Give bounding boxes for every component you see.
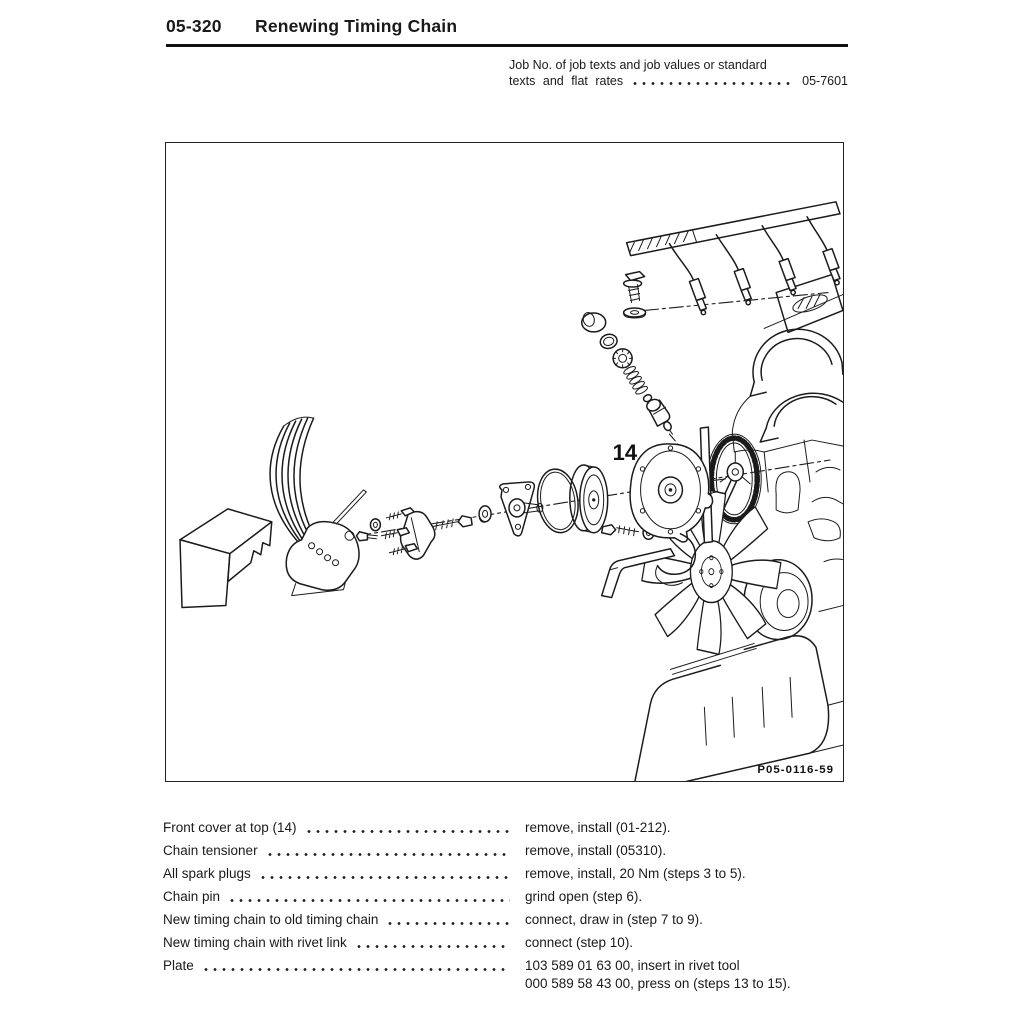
procedure-item: Chain pin: [163, 889, 221, 904]
gasket-ring: [534, 467, 582, 536]
part-label-14: 14: [612, 440, 638, 466]
procedure-action: grind open (step 6).: [525, 889, 643, 904]
figure-frame: [165, 142, 844, 782]
procedure-action: remove, install, 20 Nm (steps 3 to 5).: [525, 866, 746, 881]
flange-plate: [500, 482, 543, 536]
mounting-bracket: [381, 508, 434, 559]
procedure-row: [163, 865, 849, 883]
procedure-row: [163, 819, 849, 837]
distributor-plate: [286, 490, 377, 596]
job-reference-label: texts and flat rates: [509, 74, 624, 88]
leader-dots: [204, 967, 510, 972]
small-washer: [370, 519, 380, 531]
leader-dots: [633, 81, 794, 86]
header-rule: [166, 44, 848, 47]
pulley: [570, 465, 608, 533]
procedure-action: connect, draw in (step 7 to 9).: [525, 912, 703, 927]
procedure-row: [163, 957, 849, 993]
leader-dots: [357, 944, 510, 949]
job-reference-line1: Job No. of job texts and job values or standard: [509, 58, 767, 72]
engine-exploded-diagram: [166, 143, 843, 781]
job-reference-line2: [509, 73, 848, 89]
procedure-action: connect (step 10).: [525, 935, 634, 950]
procedure-action-line2: 000 589 58 43 00, press on (steps 13 to 15).: [525, 976, 791, 991]
washer: [479, 506, 491, 522]
cable-duct: [627, 202, 840, 256]
cover-box: [180, 509, 272, 608]
procedures-table: [163, 819, 849, 998]
figure-code: P05-0116-59: [757, 764, 834, 777]
chain-tensioner-parts: [582, 272, 702, 472]
page-title: Renewing Timing Chain: [255, 16, 458, 36]
section-number: 05-320: [166, 16, 222, 36]
procedure-action: remove, install (05310).: [525, 843, 667, 858]
leader-dots: [230, 898, 510, 903]
procedure-item: New timing chain with rivet link: [163, 935, 347, 950]
procedure-row: [163, 888, 849, 906]
procedure-item: New timing chain to old timing chain: [163, 912, 379, 927]
procedure-action: [525, 957, 791, 993]
procedure-item: All spark plugs: [163, 866, 251, 881]
procedure-row: [163, 911, 849, 929]
leader-dots: [307, 829, 510, 834]
page-header: [166, 16, 848, 37]
procedure-action-line1: 103 589 01 63 00, insert in rivet tool: [525, 958, 740, 973]
leader-dots: [261, 875, 510, 880]
job-number-value: 05-7601: [802, 74, 848, 88]
leader-dots: [388, 921, 510, 926]
procedure-row: [163, 934, 849, 952]
procedure-item: Chain tensioner: [163, 843, 258, 858]
leader-dots: [268, 852, 510, 857]
procedure-item: Front cover at top (14): [163, 820, 297, 835]
job-reference: [509, 57, 848, 89]
procedure-item: Plate: [163, 958, 194, 973]
procedure-action: remove, install (01-212).: [525, 820, 671, 835]
procedure-row: [163, 842, 849, 860]
